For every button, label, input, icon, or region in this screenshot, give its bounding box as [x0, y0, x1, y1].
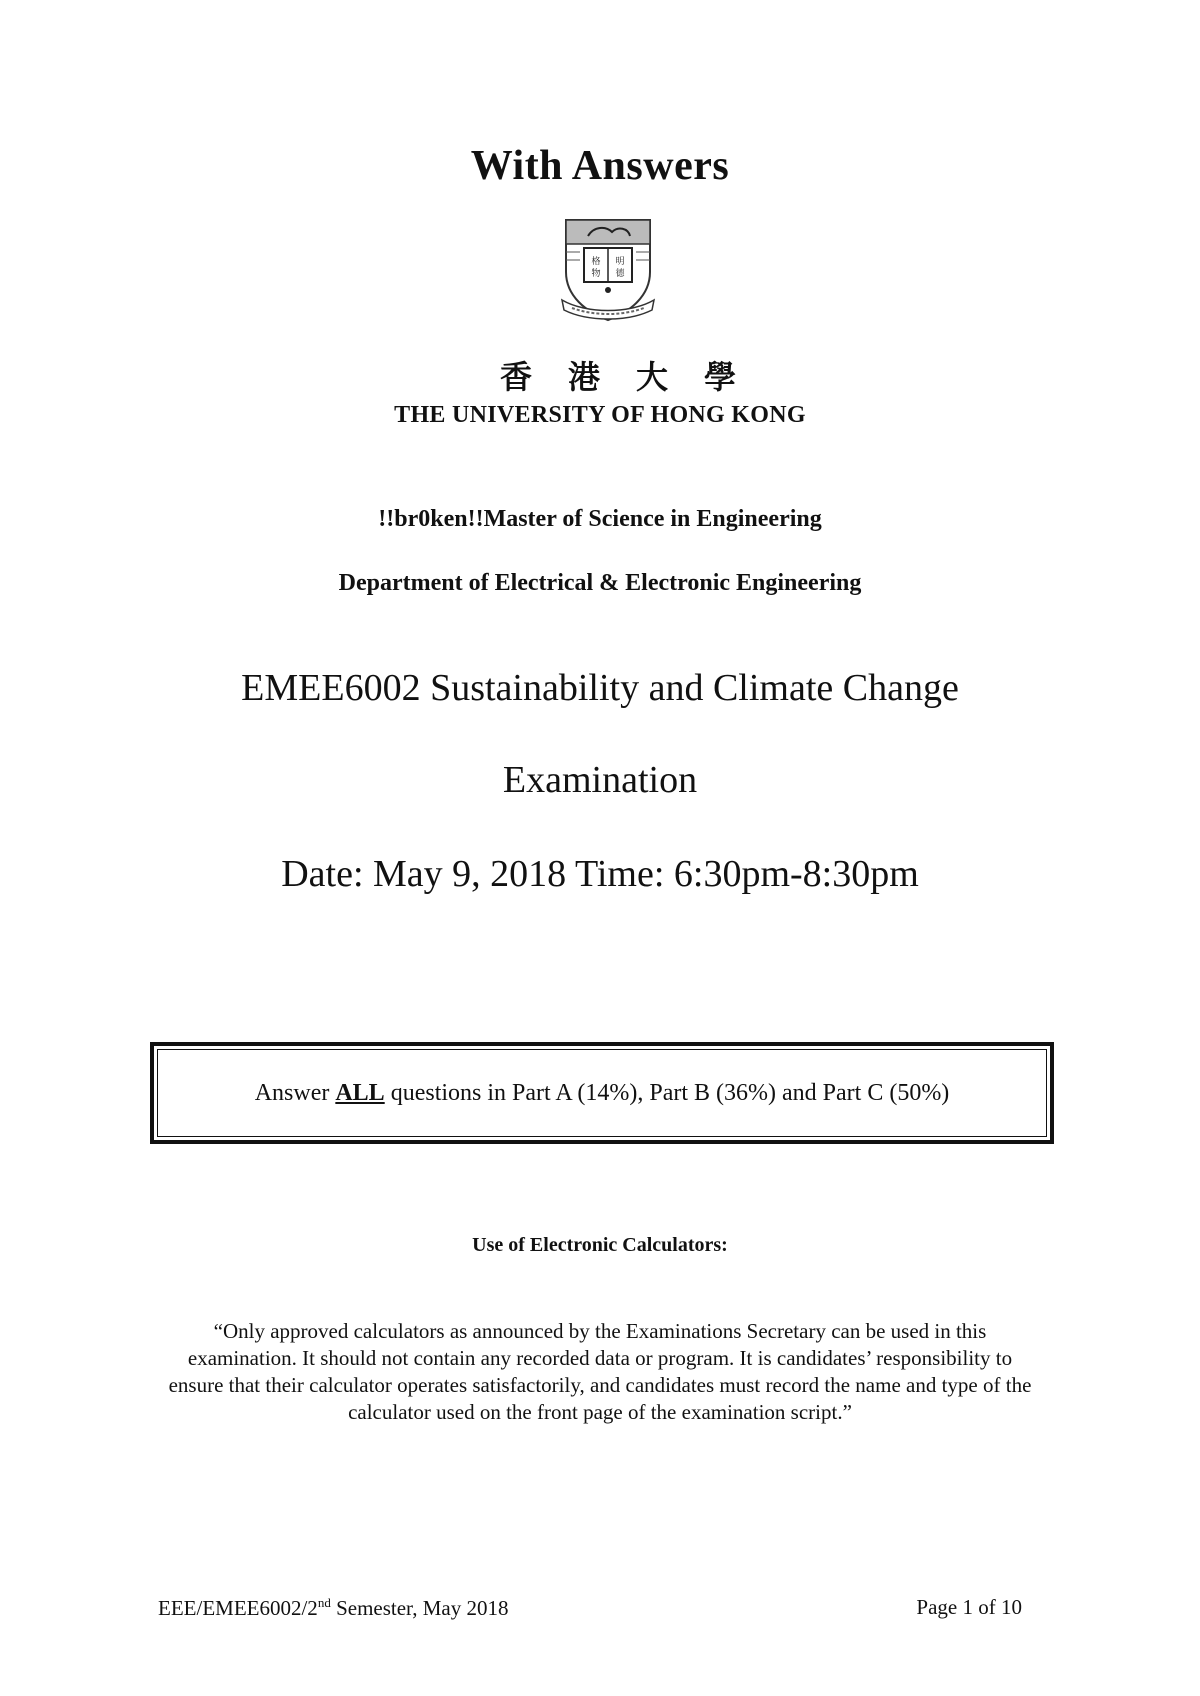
footer-code-superscript: nd	[317, 1595, 331, 1610]
instruction-emphasis: ALL	[335, 1079, 385, 1106]
svg-text:德: 德	[615, 269, 625, 279]
instruction-suffix: questions in Part A (14%), Part B (36%) and Part C (50%)	[384, 1079, 950, 1106]
department-title: Department of Electrical & Electronic Engineering	[338, 570, 862, 596]
svg-text:格: 格	[591, 257, 601, 267]
answers-stamp: With Answers	[470, 143, 730, 189]
university-chinese-name: 香港大學	[499, 358, 772, 396]
instruction-text	[255, 1080, 950, 1107]
university-english-name: THE UNIVERSITY OF HONG KONG	[394, 402, 806, 428]
footer-page-number: Page 1 of 10	[916, 1595, 1022, 1619]
instruction-box	[150, 1042, 1054, 1144]
calculator-rules: “Only approved calculators as announced by the Examinations Secretary can be used in this examination. It should not contain any recorded data or program. It is candidates’ responsibility to ensure that their calculator operates satisfactorily, and candidates must record the name and type of the calculator used on the front page of the examination script.”	[168, 1319, 1032, 1424]
svg-text:明: 明	[615, 257, 625, 267]
svg-text:物: 物	[591, 269, 601, 279]
exam-schedule: Date: May 9, 2018 Time: 6:30pm-8:30pm	[281, 853, 919, 895]
calculator-heading: Use of Electronic Calculators:	[472, 1234, 728, 1256]
course-title: EMEE6002 Sustainability and Climate Change	[241, 667, 959, 709]
footer-course-code	[158, 1595, 508, 1621]
programme-title: !!br0ken!!Master of Science in Engineering	[378, 506, 822, 532]
footer-code-prefix: EEE/EMEE6002/2	[158, 1596, 318, 1620]
instruction-prefix: Answer	[254, 1079, 336, 1106]
university-crest-icon	[558, 214, 658, 324]
exam-type: Examination	[502, 759, 698, 801]
footer-code-suffix: Semester, May 2018	[330, 1596, 509, 1620]
